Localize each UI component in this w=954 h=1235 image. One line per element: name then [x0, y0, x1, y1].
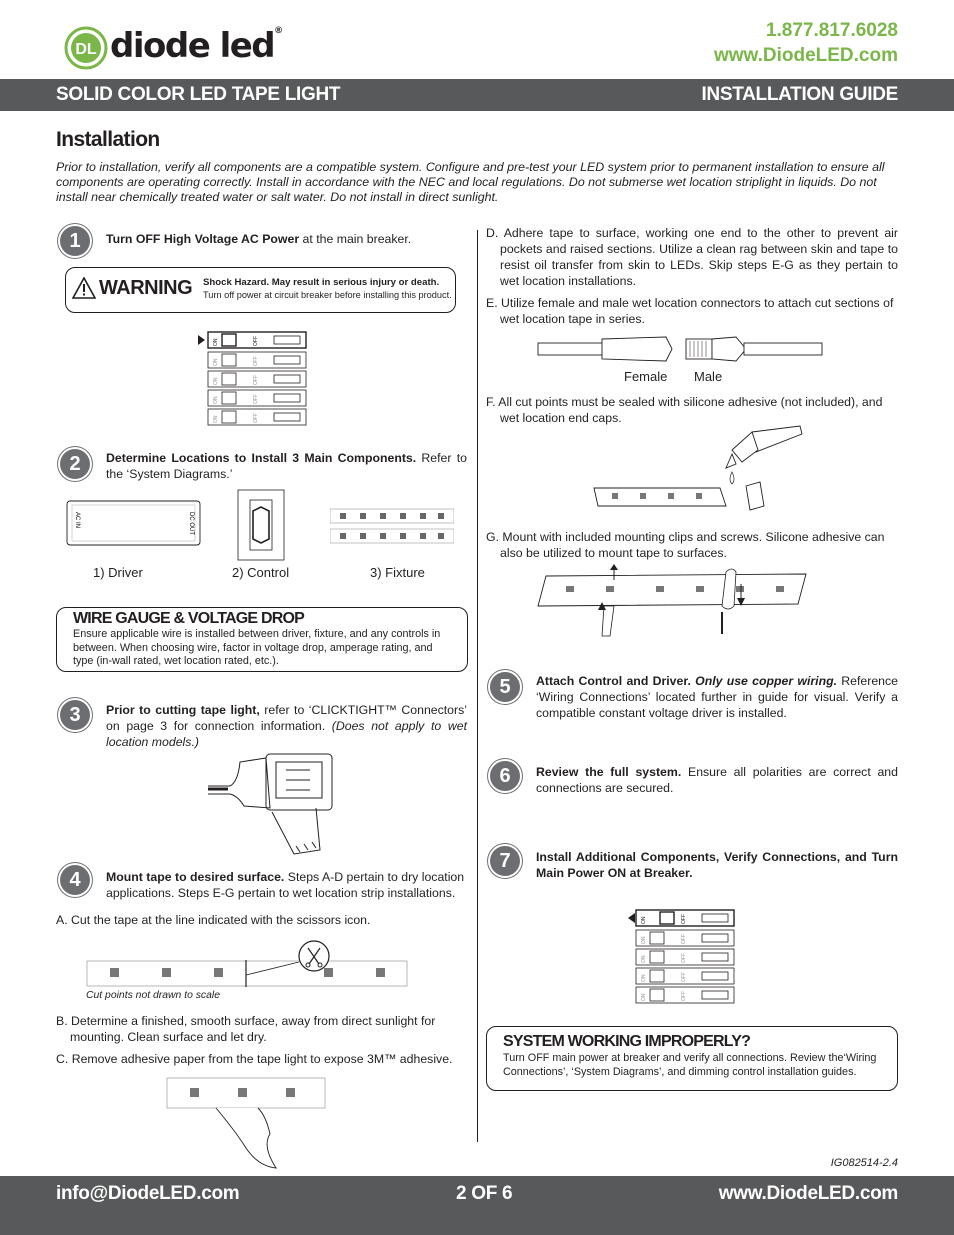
- substep-f: F. All cut points must be sealed with silicone adhesive (not included), and wet location end caps.: [486, 395, 883, 425]
- svg-text:OFF: OFF: [253, 394, 259, 404]
- document-id: IG082514-2.4: [830, 1157, 898, 1169]
- svg-text:OFF: OFF: [253, 413, 259, 423]
- breaker-panel-illustration: [196, 330, 308, 426]
- svg-text:ON: ON: [213, 415, 219, 423]
- cut-points-note: Cut points not drawn to scale: [86, 990, 220, 1001]
- logo-mark-text: DL: [75, 41, 97, 58]
- warning-line-2: Turn off power at circuit breaker before installing this product.: [203, 290, 452, 300]
- step-6-badge: 6: [490, 761, 520, 791]
- step-6-text: Review the full system. Ensure all polarities are correct and connections are secured.: [536, 765, 898, 795]
- substep-d: D. Adhere tape to surface, working one end to the other to prevent air pockets and raised sections. Utilize a clean rag between skin and tape to resist oil transfer from skin to LEDs. Skip steps E-G as they pertain to wet location installations.: [486, 226, 898, 288]
- driver-caption: 1) Driver: [93, 565, 143, 580]
- step-5-badge: 5: [490, 672, 520, 702]
- wire-gauge-title: WIRE GAUGE & VOLTAGE DROP: [73, 610, 304, 627]
- product-title: SOLID COLOR LED TAPE LIGHT: [56, 84, 341, 105]
- svg-text:ON: ON: [213, 358, 219, 366]
- svg-text:DC OUT: DC OUT: [188, 512, 194, 535]
- step-7-badge: 7: [490, 846, 520, 876]
- svg-text:ON: ON: [641, 974, 647, 982]
- wet-connectors-illustration: [536, 333, 824, 365]
- warning-line-1: Shock Hazard. May result in serious injury or death.: [203, 277, 440, 288]
- logo-wordmark: diode led®: [110, 26, 282, 66]
- adhesive-backing-illustration: [166, 1076, 328, 1172]
- intro-paragraph: Prior to installation, verify all components are a compatible system. Configure and pre-test your LED system prior to permanent installation to ensure all components are operating correctly. Install in accordance with the NEC and local regulations. Do not submerse wet location striplight in liquids. Do not install near chemically treated water or salt water. Do not install in direct sunlight.: [56, 160, 885, 204]
- driver-illustration: [66, 500, 201, 546]
- substep-g: G. Mount with included mounting clips and screws. Silicone adhesive can also be utilized to mount tape to surfaces.: [486, 530, 885, 560]
- svg-text:OFF: OFF: [681, 934, 687, 944]
- svg-text:ON: ON: [641, 955, 647, 963]
- svg-text:OFF: OFF: [253, 375, 259, 385]
- silicone-seal-illustration: [592, 424, 804, 516]
- svg-text:ON: ON: [641, 916, 647, 924]
- breaker-on-label: ON: [213, 338, 219, 346]
- guide-title: INSTALLATION GUIDE: [701, 84, 898, 105]
- wire-gauge-body: Ensure applicable wire is installed between driver, fixture, and any controls in between. When choosing wire, factor in voltage drop, amperage rating, and type (in-wall rated, wet location rated, etc.).: [73, 628, 441, 667]
- substep-c: C. Remove adhesive paper from the tape light to expose 3M™ adhesive.: [56, 1052, 453, 1066]
- svg-text:ON: ON: [213, 377, 219, 385]
- system-improper-body: Turn OFF main power at breaker and verify all connections. Review the‘Wiring Connections’, ‘System Diagrams’, and dimming control installation guides.: [503, 1052, 877, 1078]
- step-4-badge: 4: [60, 865, 90, 895]
- clicktight-connector-illustration: [208, 752, 338, 856]
- svg-text:ON: ON: [213, 396, 219, 404]
- column-divider: [477, 230, 478, 1142]
- header-bar: [0, 79, 954, 111]
- wire-gauge-box: [56, 607, 468, 672]
- footer-bar: [0, 1176, 954, 1235]
- substep-b: B. Determine a finished, smooth surface, away from direct sunlight for mounting. Clean surface and let dry.: [56, 1014, 436, 1044]
- step-3-badge: 3: [60, 700, 90, 730]
- system-improper-title: SYSTEM WORKING IMPROPERLY?: [503, 1033, 751, 1050]
- svg-text:OFF: OFF: [681, 914, 687, 924]
- control-caption: 2) Control: [232, 565, 290, 580]
- svg-text:OFF: OFF: [253, 356, 259, 366]
- fixture-caption: 3) Fixture: [370, 565, 425, 580]
- step-1-text: Turn OFF High Voltage AC Power at the main breaker.: [106, 232, 412, 246]
- female-label: Female: [624, 369, 668, 384]
- svg-text:OFF: OFF: [681, 972, 687, 982]
- svg-text:OFF: OFF: [681, 953, 687, 963]
- system-improper-box: [486, 1026, 898, 1091]
- breaker-off-label: OFF: [253, 336, 259, 346]
- step-7-text: Install Additional Components, Verify Connections, and Turn Main Power ON at Breaker.: [536, 850, 898, 880]
- logo-mark-icon: [64, 26, 108, 70]
- step-2-text: Determine Locations to Install 3 Main Components. Refer to the ‘System Diagrams.’: [106, 451, 467, 481]
- step-2-badge: 2: [60, 449, 90, 479]
- svg-text:ON: ON: [641, 936, 647, 944]
- website-link[interactable]: www.DiodeLED.com: [713, 45, 898, 66]
- step-1-badge: 1: [60, 226, 90, 256]
- phone-number[interactable]: 1.877.817.6028: [765, 20, 898, 41]
- substep-a: A. Cut the tape at the line indicated with the scissors icon.: [56, 913, 371, 927]
- step-3-text: Prior to cutting tape light, refer to ‘CLICKTIGHT™ Connectors’ on page 3 for connection information. (Does not apply to wet location models.): [106, 703, 467, 749]
- footer-website[interactable]: www.DiodeLED.com: [718, 1183, 898, 1204]
- cut-tape-illustration: [86, 940, 408, 990]
- svg-text:ON: ON: [641, 993, 647, 1001]
- svg-text:AC IN: AC IN: [74, 512, 80, 529]
- male-label: Male: [694, 369, 723, 384]
- step-5-text: Attach Control and Driver. Only use copper wiring. Reference ‘Wiring Connections’ located further in guide for visual. Verify a compatible constant voltage driver is installed.: [536, 674, 898, 720]
- warning-label: WARNING: [99, 277, 193, 299]
- step-4-text: Mount tape to desired surface. Steps A-D pertain to dry location applications. Steps E-G pertain to wet location strip installations.: [106, 870, 465, 900]
- warning-box: [65, 267, 456, 313]
- mounting-clips-illustration: [536, 562, 808, 638]
- svg-text:OFF: OFF: [681, 991, 687, 1001]
- breaker-panel-on-illustration: [626, 908, 738, 1004]
- section-title: Installation: [56, 128, 160, 151]
- control-illustration: [237, 489, 285, 561]
- substep-e: E. Utilize female and male wet location connectors to attach cut sections of wet location tape in series.: [486, 296, 894, 326]
- page-number: 2 OF 6: [456, 1183, 513, 1204]
- footer-email[interactable]: info@DiodeLED.com: [56, 1183, 240, 1204]
- fixture-illustration: [330, 507, 454, 545]
- warning-triangle-icon: [72, 277, 96, 299]
